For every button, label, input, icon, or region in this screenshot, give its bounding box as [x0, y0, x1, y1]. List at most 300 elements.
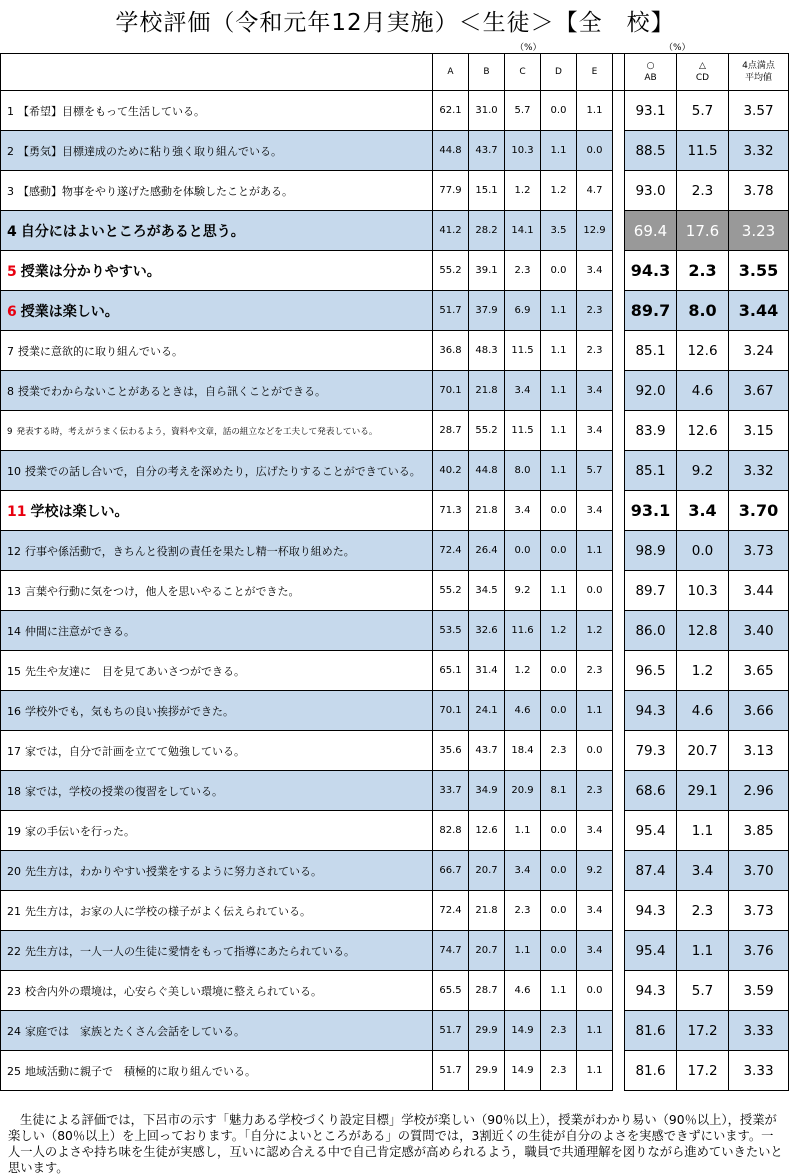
question-text: 授業は分かりやすい。 — [20, 263, 161, 280]
question-cell — [1, 171, 433, 211]
summary-cell-cd: 5.7 — [677, 91, 729, 131]
summary-cell-ab: 81.6 — [625, 1011, 677, 1051]
value-cell-c: 3.4 — [505, 851, 541, 891]
value-cell-d: 0.0 — [541, 851, 577, 891]
question-cell — [1, 691, 433, 731]
value-cell-a: 71.3 — [433, 491, 469, 531]
summary-cell-cd: 1.2 — [677, 651, 729, 691]
summary-cell-avg: 3.15 — [729, 411, 789, 451]
value-cell-e: 1.2 — [577, 611, 613, 651]
column-gap — [613, 251, 625, 291]
table-row — [1, 491, 789, 531]
value-cell-c: 4.6 — [505, 691, 541, 731]
summary-cell-cd: 1.1 — [677, 931, 729, 971]
value-cell-b: 12.6 — [469, 811, 505, 851]
value-cell-b: 15.1 — [469, 171, 505, 211]
value-cell-d: 1.1 — [541, 971, 577, 1011]
value-cell-b: 34.9 — [469, 771, 505, 811]
table-row — [1, 611, 789, 651]
summary-cell-cd: 8.0 — [677, 291, 729, 331]
value-cell-e: 2.3 — [577, 771, 613, 811]
summary-cell-cd: 17.2 — [677, 1011, 729, 1051]
table-row — [1, 451, 789, 491]
value-cell-b: 20.7 — [469, 931, 505, 971]
value-cell-d: 0.0 — [541, 891, 577, 931]
header-col-b: B — [469, 54, 505, 91]
header-cd: △ CD — [677, 54, 729, 91]
question-number: 18 — [7, 784, 21, 798]
value-cell-b: 21.8 — [469, 371, 505, 411]
question-cell — [1, 451, 433, 491]
value-cell-c: 11.5 — [505, 411, 541, 451]
value-cell-b: 20.7 — [469, 851, 505, 891]
table-row — [1, 171, 789, 211]
value-cell-e: 2.3 — [577, 331, 613, 371]
value-cell-c: 4.6 — [505, 971, 541, 1011]
value-cell-a: 74.7 — [433, 931, 469, 971]
table-row — [1, 891, 789, 931]
summary-cell-cd: 12.6 — [677, 411, 729, 451]
summary-cell-avg: 3.73 — [729, 891, 789, 931]
question-cell — [1, 211, 433, 251]
value-cell-d: 1.2 — [541, 611, 577, 651]
question-number: 3 — [7, 184, 14, 198]
value-cell-a: 66.7 — [433, 851, 469, 891]
table-row — [1, 731, 789, 771]
question-number: 5 — [7, 263, 17, 280]
header-avg: 4点満点 平均値 — [729, 54, 789, 91]
summary-cell-avg: 3.23 — [729, 211, 789, 251]
table-row — [1, 531, 789, 571]
value-cell-c: 11.5 — [505, 331, 541, 371]
value-cell-d: 1.1 — [541, 131, 577, 171]
question-number: 2 — [7, 144, 14, 158]
evaluation-table — [0, 53, 789, 1091]
value-cell-c: 11.6 — [505, 611, 541, 651]
question-text: 校舎内外の環境は，心安らぐ美しい環境に整えられている。 — [25, 984, 322, 998]
value-cell-d: 0.0 — [541, 251, 577, 291]
value-cell-d: 1.1 — [541, 571, 577, 611]
value-cell-a: 82.8 — [433, 811, 469, 851]
question-text: 授業での話し合いで，自分の考えを深めたり，広げたりすることができている。 — [25, 464, 421, 478]
value-cell-e: 0.0 — [577, 571, 613, 611]
value-cell-b: 55.2 — [469, 411, 505, 451]
question-text: 【勇気】目標達成のために粘り強く取り組んでいる。 — [18, 144, 282, 158]
table-row — [1, 331, 789, 371]
table-row — [1, 851, 789, 891]
value-cell-d: 0.0 — [541, 811, 577, 851]
summary-cell-cd: 20.7 — [677, 731, 729, 771]
column-gap — [613, 331, 625, 371]
question-number: 19 — [7, 824, 21, 838]
table-row — [1, 251, 789, 291]
value-cell-b: 43.7 — [469, 731, 505, 771]
value-cell-c: 2.3 — [505, 891, 541, 931]
summary-cell-cd: 5.7 — [677, 971, 729, 1011]
value-cell-e: 0.0 — [577, 731, 613, 771]
summary-cell-ab: 93.1 — [625, 91, 677, 131]
column-gap — [613, 411, 625, 451]
table-row — [1, 211, 789, 251]
question-cell — [1, 811, 433, 851]
value-cell-c: 1.2 — [505, 651, 541, 691]
header-col-a: A — [433, 54, 469, 91]
summary-cell-avg: 3.67 — [729, 371, 789, 411]
value-cell-c: 2.3 — [505, 251, 541, 291]
question-text: 学校外でも，気もちの良い挨拶ができた。 — [25, 704, 234, 718]
summary-cell-cd: 1.1 — [677, 811, 729, 851]
summary-cell-ab: 85.1 — [625, 451, 677, 491]
question-cell — [1, 91, 433, 131]
question-cell — [1, 291, 433, 331]
value-cell-b: 34.5 — [469, 571, 505, 611]
question-text: 先生や友達に 目を見てあいさつができる。 — [25, 664, 245, 678]
summary-cell-ab: 93.1 — [625, 491, 677, 531]
summary-cell-avg: 2.96 — [729, 771, 789, 811]
value-cell-d: 2.3 — [541, 1051, 577, 1091]
value-cell-d: 1.1 — [541, 331, 577, 371]
question-number: 23 — [7, 984, 21, 998]
summary-cell-avg: 3.70 — [729, 851, 789, 891]
value-cell-d: 1.2 — [541, 171, 577, 211]
column-gap — [613, 891, 625, 931]
table-row — [1, 771, 789, 811]
value-cell-a: 72.4 — [433, 531, 469, 571]
summary-cell-cd: 10.3 — [677, 571, 729, 611]
value-cell-a: 55.2 — [433, 251, 469, 291]
value-cell-b: 37.9 — [469, 291, 505, 331]
value-cell-e: 3.4 — [577, 811, 613, 851]
value-cell-e: 0.0 — [577, 131, 613, 171]
column-gap — [613, 731, 625, 771]
summary-cell-avg: 3.76 — [729, 931, 789, 971]
question-cell — [1, 411, 433, 451]
column-gap — [613, 811, 625, 851]
value-cell-a: 28.7 — [433, 411, 469, 451]
column-gap — [613, 91, 625, 131]
question-text: 発表する時，考えがうまく伝わるよう，資料や文章，話の組立などを工夫して発表している。 — [16, 426, 378, 437]
summary-cell-ab: 94.3 — [625, 691, 677, 731]
question-cell — [1, 131, 433, 171]
question-text: 地域活動に親子で 積極的に取り組んでいる。 — [25, 1064, 256, 1078]
header-col-c: C — [505, 54, 541, 91]
value-cell-a: 36.8 — [433, 331, 469, 371]
column-gap — [613, 1051, 625, 1091]
header-row — [1, 54, 789, 91]
value-cell-c: 9.2 — [505, 571, 541, 611]
summary-cell-ab: 94.3 — [625, 891, 677, 931]
summary-cell-avg: 3.33 — [729, 1051, 789, 1091]
value-cell-a: 62.1 — [433, 91, 469, 131]
value-cell-a: 33.7 — [433, 771, 469, 811]
summary-cell-avg: 3.70 — [729, 491, 789, 531]
summary-cell-avg: 3.44 — [729, 571, 789, 611]
value-cell-e: 3.4 — [577, 491, 613, 531]
value-cell-e: 1.1 — [577, 91, 613, 131]
column-gap — [613, 971, 625, 1011]
table-row — [1, 811, 789, 851]
question-text: 先生方は，一人一人の生徒に愛情をもって指導にあたられている。 — [25, 944, 355, 958]
value-cell-e: 5.7 — [577, 451, 613, 491]
question-text: 【感動】物事をやり遂げた感動を体験したことがある。 — [18, 184, 293, 198]
question-cell — [1, 371, 433, 411]
table-row — [1, 291, 789, 331]
value-cell-b: 29.9 — [469, 1011, 505, 1051]
value-cell-b: 26.4 — [469, 531, 505, 571]
value-cell-e: 3.4 — [577, 251, 613, 291]
value-cell-a: 65.5 — [433, 971, 469, 1011]
summary-cell-cd: 3.4 — [677, 851, 729, 891]
value-cell-b: 28.2 — [469, 211, 505, 251]
question-cell — [1, 1011, 433, 1051]
table-row — [1, 571, 789, 611]
value-cell-d: 1.1 — [541, 451, 577, 491]
question-cell — [1, 931, 433, 971]
summary-cell-cd: 17.6 — [677, 211, 729, 251]
summary-cell-cd: 12.6 — [677, 331, 729, 371]
table-row — [1, 1051, 789, 1091]
table-row — [1, 91, 789, 131]
value-cell-e: 1.1 — [577, 531, 613, 571]
question-number: 24 — [7, 1024, 21, 1038]
question-number: 21 — [7, 904, 21, 918]
value-cell-a: 51.7 — [433, 1011, 469, 1051]
summary-cell-ab: 89.7 — [625, 291, 677, 331]
question-cell — [1, 651, 433, 691]
value-cell-d: 8.1 — [541, 771, 577, 811]
value-cell-b: 31.0 — [469, 91, 505, 131]
value-cell-e: 1.1 — [577, 691, 613, 731]
question-number: 1 — [7, 104, 14, 118]
value-cell-a: 41.2 — [433, 211, 469, 251]
value-cell-e: 1.1 — [577, 1051, 613, 1091]
value-cell-d: 0.0 — [541, 491, 577, 531]
summary-cell-cd: 4.6 — [677, 371, 729, 411]
value-cell-c: 10.3 — [505, 131, 541, 171]
summary-cell-ab: 95.4 — [625, 811, 677, 851]
question-cell — [1, 1051, 433, 1091]
value-cell-d: 1.1 — [541, 291, 577, 331]
question-number: 14 — [7, 624, 21, 638]
question-text: 先生方は，お家の人に学校の様子がよく伝えられている。 — [25, 904, 311, 918]
value-cell-d: 2.3 — [541, 731, 577, 771]
question-text: 仲間に注意ができる。 — [25, 624, 135, 638]
value-cell-d: 0.0 — [541, 651, 577, 691]
header-col-e: E — [577, 54, 613, 91]
value-cell-b: 21.8 — [469, 891, 505, 931]
value-cell-a: 77.9 — [433, 171, 469, 211]
question-text: 自分にはよいところがあると思う。 — [20, 223, 245, 240]
value-cell-e: 2.3 — [577, 291, 613, 331]
value-cell-b: 43.7 — [469, 131, 505, 171]
value-cell-a: 40.2 — [433, 451, 469, 491]
question-cell — [1, 731, 433, 771]
value-cell-a: 70.1 — [433, 371, 469, 411]
value-cell-b: 24.1 — [469, 691, 505, 731]
value-cell-b: 32.6 — [469, 611, 505, 651]
summary-cell-ab: 83.9 — [625, 411, 677, 451]
question-number: 13 — [7, 584, 21, 598]
table-row — [1, 651, 789, 691]
summary-cell-cd: 3.4 — [677, 491, 729, 531]
table-row — [1, 691, 789, 731]
value-cell-c: 1.1 — [505, 811, 541, 851]
summary-cell-ab: 98.9 — [625, 531, 677, 571]
summary-cell-ab: 94.3 — [625, 971, 677, 1011]
question-text: 【希望】目標をもって生活している。 — [18, 104, 205, 118]
value-cell-b: 29.9 — [469, 1051, 505, 1091]
summary-cell-avg: 3.44 — [729, 291, 789, 331]
column-gap — [613, 211, 625, 251]
question-text: 家の手伝いを行った。 — [25, 824, 135, 838]
question-cell — [1, 971, 433, 1011]
question-cell — [1, 491, 433, 531]
summary-cell-ab: 92.0 — [625, 371, 677, 411]
summary-cell-ab: 88.5 — [625, 131, 677, 171]
value-cell-e: 9.2 — [577, 851, 613, 891]
summary-cell-cd: 4.6 — [677, 691, 729, 731]
summary-cell-ab: 85.1 — [625, 331, 677, 371]
question-text: 先生方は，わかりやすい授業をするように努力されている。 — [25, 864, 322, 878]
question-cell — [1, 611, 433, 651]
summary-cell-avg: 3.66 — [729, 691, 789, 731]
column-gap — [613, 531, 625, 571]
page-title: 学校評価（令和元年12月実施）＜生徒＞【全 校】 — [115, 10, 675, 36]
question-cell — [1, 531, 433, 571]
value-cell-c: 14.9 — [505, 1051, 541, 1091]
summary-cell-cd: 2.3 — [677, 251, 729, 291]
value-cell-c: 8.0 — [505, 451, 541, 491]
table-row — [1, 131, 789, 171]
summary-cell-avg: 3.40 — [729, 611, 789, 651]
summary-cell-ab: 93.0 — [625, 171, 677, 211]
column-gap — [613, 931, 625, 971]
column-gap — [613, 54, 625, 91]
value-cell-e: 3.4 — [577, 411, 613, 451]
question-cell — [1, 851, 433, 891]
summary-cell-ab: 69.4 — [625, 211, 677, 251]
value-cell-e: 2.3 — [577, 651, 613, 691]
value-cell-a: 51.7 — [433, 1051, 469, 1091]
column-gap — [613, 571, 625, 611]
column-gap — [613, 291, 625, 331]
summary-cell-ab: 89.7 — [625, 571, 677, 611]
value-cell-b: 28.7 — [469, 971, 505, 1011]
value-cell-b: 21.8 — [469, 491, 505, 531]
value-cell-a: 65.1 — [433, 651, 469, 691]
question-number: 22 — [7, 944, 21, 958]
summary-cell-avg: 3.78 — [729, 171, 789, 211]
question-number: 8 — [7, 384, 14, 398]
question-text: 授業は楽しい。 — [20, 303, 119, 320]
question-cell — [1, 251, 433, 291]
value-cell-c: 1.1 — [505, 931, 541, 971]
value-cell-d: 2.3 — [541, 1011, 577, 1051]
summary-cell-avg: 3.24 — [729, 331, 789, 371]
column-gap — [613, 491, 625, 531]
table-row — [1, 971, 789, 1011]
question-number: 9 — [7, 426, 13, 437]
question-number: 11 — [7, 503, 27, 520]
column-gap — [613, 451, 625, 491]
summary-cell-avg: 3.32 — [729, 131, 789, 171]
value-cell-b: 31.4 — [469, 651, 505, 691]
value-cell-c: 0.0 — [505, 531, 541, 571]
value-cell-e: 1.1 — [577, 1011, 613, 1051]
question-number: 25 — [7, 1064, 21, 1078]
value-cell-d: 0.0 — [541, 531, 577, 571]
value-cell-e: 12.9 — [577, 211, 613, 251]
summary-cell-cd: 0.0 — [677, 531, 729, 571]
column-gap — [613, 1011, 625, 1051]
footer-comment: 生徒による評価では，下呂市の示す「魅力ある学校づくり設定目標」学校が楽しい（90％以上），授業がわかり易い（90％以上），授業が楽しい（80％以上）を上回っております。「自分によいところがある」の質問では，3割近くの生徒が自分のよさを実感できずにいます。一人一人のよさや持ち味を生徒が実感し，互いに認め合える中で自己肯定感が高められるよう，職員で共通理解を図りながら進めていきたいと思います。 — [8, 1113, 783, 1175]
summary-cell-cd: 9.2 — [677, 451, 729, 491]
question-text: 家では，自分で計画を立てて勉強している。 — [25, 744, 245, 758]
question-cell — [1, 331, 433, 371]
value-cell-d: 1.1 — [541, 371, 577, 411]
value-cell-d: 0.0 — [541, 691, 577, 731]
summary-cell-ab: 96.5 — [625, 651, 677, 691]
summary-cell-avg: 3.73 — [729, 531, 789, 571]
question-text: 家では，学校の授業の復習をしている。 — [25, 784, 223, 798]
summary-cell-avg: 3.32 — [729, 451, 789, 491]
question-text: 行事や係活動で，きちんと役割の責任を果たし精一杯取り組めた。 — [25, 544, 355, 558]
question-number: 6 — [7, 303, 17, 320]
column-gap — [613, 171, 625, 211]
question-cell — [1, 771, 433, 811]
summary-cell-cd: 29.1 — [677, 771, 729, 811]
value-cell-d: 0.0 — [541, 91, 577, 131]
table-row — [1, 1011, 789, 1051]
table-row — [1, 411, 789, 451]
summary-cell-ab: 81.6 — [625, 1051, 677, 1091]
summary-cell-avg: 3.33 — [729, 1011, 789, 1051]
value-cell-b: 44.8 — [469, 451, 505, 491]
summary-cell-avg: 3.59 — [729, 971, 789, 1011]
question-text: 授業に意欲的に取り組んでいる。 — [18, 344, 183, 358]
value-cell-a: 70.1 — [433, 691, 469, 731]
column-gap — [613, 611, 625, 651]
summary-cell-cd: 11.5 — [677, 131, 729, 171]
question-number: 15 — [7, 664, 21, 678]
question-cell — [1, 571, 433, 611]
column-gap — [613, 851, 625, 891]
question-number: 10 — [7, 464, 21, 478]
question-number: 4 — [7, 223, 17, 240]
value-cell-e: 3.4 — [577, 891, 613, 931]
summary-cell-ab: 95.4 — [625, 931, 677, 971]
column-gap — [613, 131, 625, 171]
header-question — [1, 54, 433, 91]
value-cell-c: 6.9 — [505, 291, 541, 331]
value-cell-c: 14.9 — [505, 1011, 541, 1051]
summary-cell-avg: 3.65 — [729, 651, 789, 691]
summary-cell-ab: 86.0 — [625, 611, 677, 651]
value-cell-a: 51.7 — [433, 291, 469, 331]
summary-cell-ab: 87.4 — [625, 851, 677, 891]
column-gap — [613, 651, 625, 691]
value-cell-b: 48.3 — [469, 331, 505, 371]
column-gap — [613, 771, 625, 811]
value-cell-c: 3.4 — [505, 371, 541, 411]
summary-cell-ab: 94.3 — [625, 251, 677, 291]
summary-cell-ab: 68.6 — [625, 771, 677, 811]
value-cell-d: 1.1 — [541, 411, 577, 451]
value-cell-c: 18.4 — [505, 731, 541, 771]
question-number: 7 — [7, 344, 14, 358]
percent-label-left: （%） — [515, 43, 542, 53]
value-cell-c: 1.2 — [505, 171, 541, 211]
